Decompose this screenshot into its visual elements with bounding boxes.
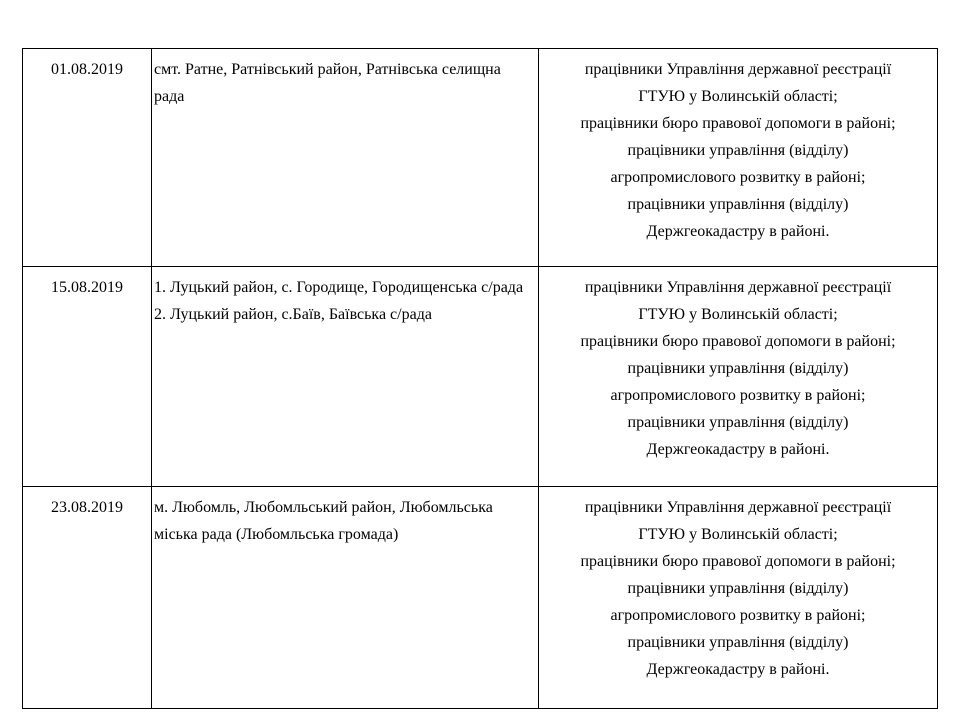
staff-line: працівники управління (відділу) — [627, 634, 849, 651]
staff-line: агропромислового розвитку в районі; — [610, 169, 866, 186]
staff-line: ГТУЮ у Волинській області; — [638, 526, 838, 543]
date-cell: 01.08.2019 — [23, 49, 152, 267]
staff-line: працівники управління (відділу) — [627, 196, 849, 213]
date-cell: 23.08.2019 — [23, 487, 152, 709]
staff-line: працівники Управління державної реєстрації — [584, 61, 892, 78]
place-line: 1. Луцький район, с. Городище, Городищенська с/рада — [154, 279, 524, 296]
staff-cell — [539, 49, 938, 267]
place-cell — [152, 267, 539, 487]
place-cell — [152, 487, 539, 709]
schedule-table — [22, 48, 938, 709]
staff-line: працівники управління (відділу) — [627, 142, 849, 159]
place-line: 2. Луцький район, с.Баїв, Баївська с/рада — [154, 306, 432, 323]
place-line: смт. Ратне, Ратнівський район, Ратнівська селищна рада — [154, 61, 501, 105]
table-row — [23, 49, 938, 267]
table-row — [23, 487, 938, 709]
staff-line: Держгеокадастру в районі. — [646, 441, 830, 458]
staff-line: працівники Управління державної реєстрації — [584, 499, 892, 516]
staff-line: Держгеокадастру в районі. — [646, 223, 830, 240]
staff-line: працівники бюро правової допомоги в районі; — [580, 115, 896, 132]
staff-line: працівники бюро правової допомоги в районі; — [580, 333, 896, 350]
staff-line: працівники бюро правової допомоги в районі; — [580, 553, 896, 570]
date-cell: 15.08.2019 — [23, 267, 152, 487]
staff-cell — [539, 267, 938, 487]
staff-line: ГТУЮ у Волинській області; — [638, 88, 838, 105]
staff-line: працівники управління (відділу) — [627, 360, 849, 377]
table-row — [23, 267, 938, 487]
staff-line: Держгеокадастру в районі. — [646, 661, 830, 678]
staff-line: агропромислового розвитку в районі; — [610, 607, 866, 624]
staff-line: працівники управління (відділу) — [627, 414, 849, 431]
place-cell — [152, 49, 539, 267]
staff-line: працівники управління (відділу) — [627, 580, 849, 597]
staff-line: працівники Управління державної реєстрації — [584, 279, 892, 296]
staff-line: агропромислового розвитку в районі; — [610, 387, 866, 404]
staff-cell — [539, 487, 938, 709]
staff-line: ГТУЮ у Волинській області; — [638, 306, 838, 323]
place-line: м. Любомль, Любомльський район, Любомльська міська рада (Любомльська громада) — [154, 499, 493, 543]
